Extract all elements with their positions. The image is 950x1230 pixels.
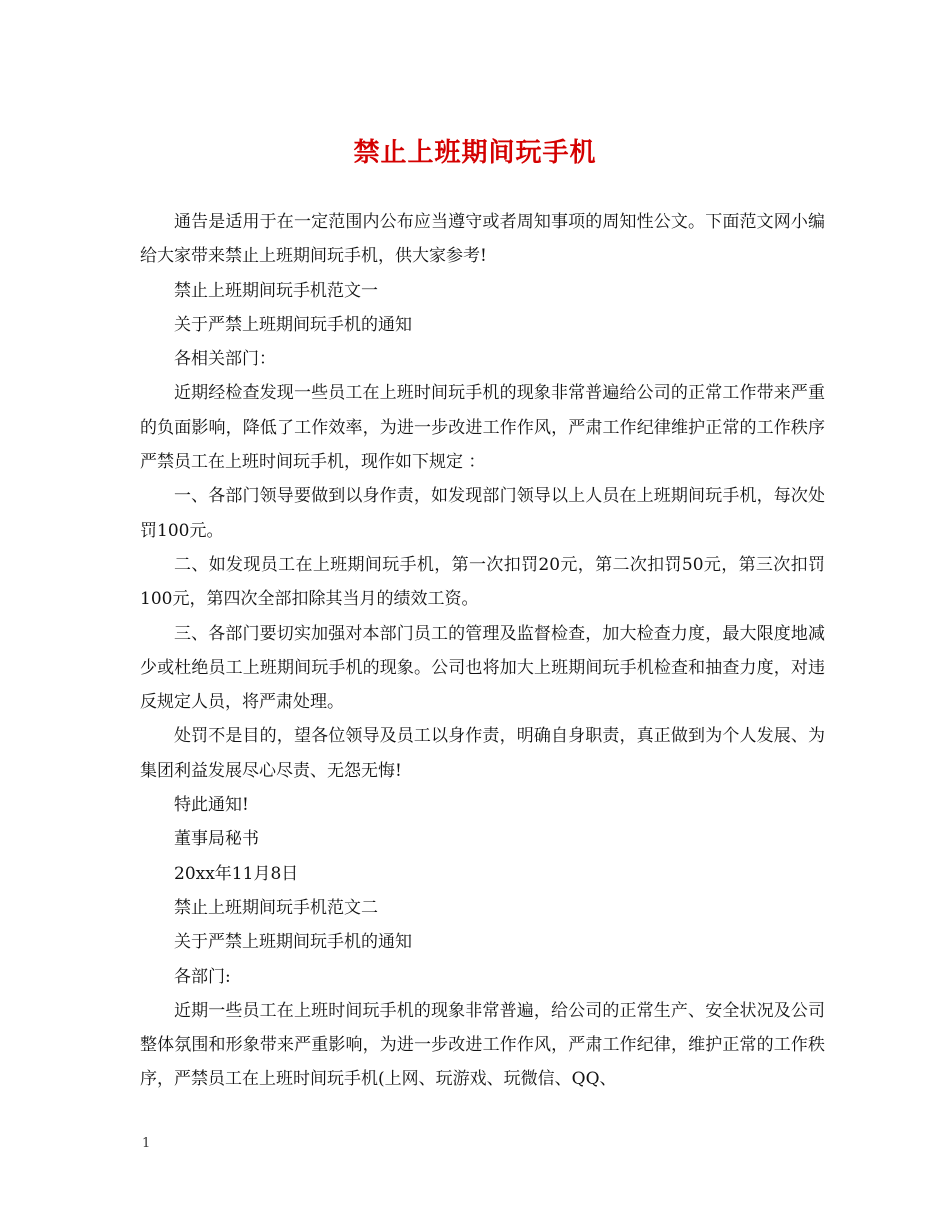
paragraph-sample-two-heading: 禁止上班期间玩手机范文二 <box>174 897 378 918</box>
paragraph-notice-title-one: 关于严禁上班期间玩手机的通知 <box>174 314 412 335</box>
paragraph-purpose: 处罚不是目的，望各位领导及员工以身作责，明确自身职责，真正做到为个人发展、为集团利益发展尽心尽责、无怨无悔! <box>140 726 825 781</box>
paragraph-intro: 通告是适用于在一定范围内公布应当遵守或者周知事项的周知性公文。下面范文网小编给大家带来禁止上班期间玩手机，供大家参考! <box>140 212 825 267</box>
paragraph-notice-title-two: 关于严禁上班期间玩手机的通知 <box>174 932 412 953</box>
paragraph-sample-one-heading: 禁止上班期间玩手机范文一 <box>174 280 378 301</box>
paragraph-background-two: 近期一些员工在上班时间玩手机的现象非常普遍，给公司的正常生产、安全状况及公司整体氛围和形象带来严重影响，为进一步改进工作作风，严肃工作纪律，维护正常的工作秩序，严禁员工在上班时间玩手机(上网、玩游戏、玩微信、QQ、 <box>140 1000 825 1090</box>
document-body <box>140 205 825 1097</box>
paragraph-rule-two: 二、如发现员工在上班期间玩手机，第一次扣罚20元，第二次扣罚50元，第三次扣罚100元，第四次全部扣除其当月的绩效工资。 <box>140 554 825 610</box>
paragraph-closing: 特此通知! <box>174 795 249 816</box>
paragraph-date: 20xx年11月8日 <box>174 863 299 884</box>
paragraph-salutation-one: 各相关部门： <box>174 349 276 370</box>
paragraph-background-one: 近期经检查发现一些员工在上班时间玩手机的现象非常普遍给公司的正常工作带来严重的负面影响，降低了工作效率，为进一步改进工作作风，严肃工作纪律维护正常的工作秩序严禁员工在上班时间玩手机，现作如下规定 ： <box>140 383 825 473</box>
document-title: 禁止上班期间玩手机 <box>353 138 597 168</box>
page-number: 1 <box>142 1136 151 1151</box>
paragraph-signatory: 董事局秘书 <box>174 829 259 850</box>
paragraph-rule-one: 一、各部门领导要做到以身作责，如发现部门领导以上人员在上班期间玩手机，每次处罚100元。 <box>140 486 825 541</box>
paragraph-rule-three: 三、各部门要切实加强对本部门员工的管理及监督检查，加大检查力度，最大限度地减少或杜绝员工上班期间玩手机的现象。公司也将加大上班期间玩手机检查和抽查力度，对违反规定人员，将严肃处理。 <box>140 623 825 713</box>
paragraph-salutation-two: 各部门: <box>174 966 231 987</box>
